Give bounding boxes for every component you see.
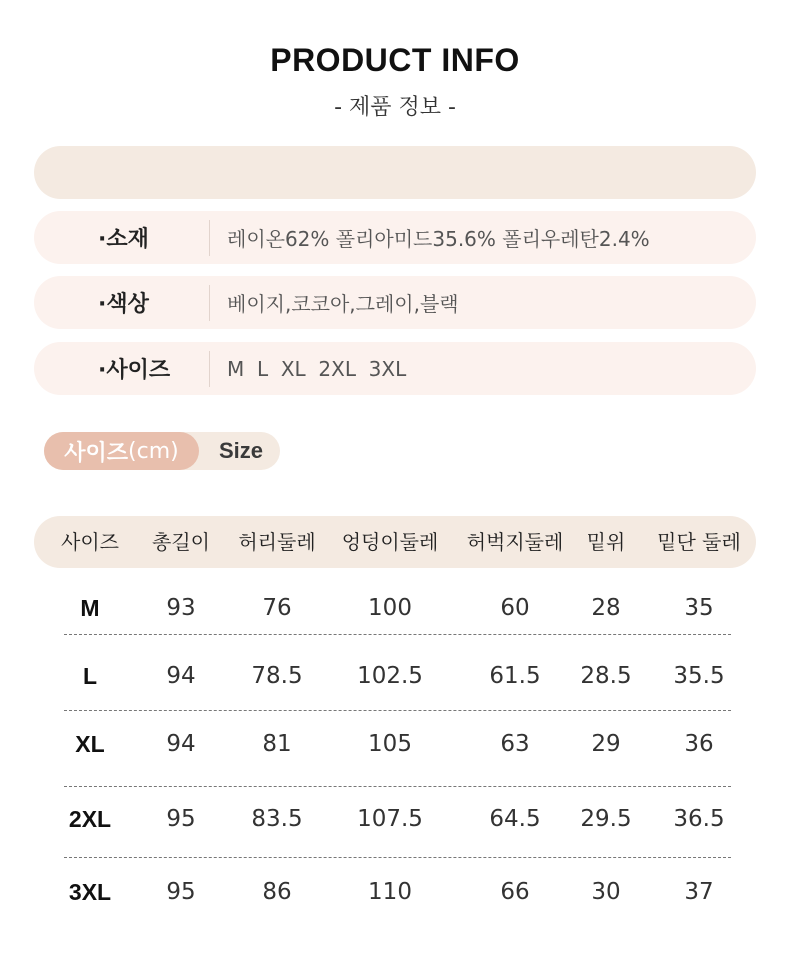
size-table-row-separator bbox=[64, 710, 731, 711]
size-table-col-header: 허리둘레 bbox=[238, 530, 316, 554]
size-table-cell: 95 bbox=[166, 806, 196, 832]
size-table-cell: 37 bbox=[684, 879, 714, 905]
size-table-cell: 86 bbox=[262, 879, 292, 905]
info-value-size: M L XL 2XL 3XL bbox=[227, 356, 407, 381]
size-table-cell: 76 bbox=[262, 595, 292, 621]
size-table-cell: 63 bbox=[500, 731, 530, 757]
size-table-col-header: 밑위 bbox=[586, 530, 626, 554]
size-table-cell: 66 bbox=[500, 879, 530, 905]
info-banner bbox=[34, 146, 756, 199]
size-table-row-separator bbox=[64, 786, 731, 787]
size-table-cell: 28.5 bbox=[580, 663, 632, 689]
size-table-row-label: M bbox=[80, 595, 100, 621]
size-table-cell: 35 bbox=[684, 595, 714, 621]
size-table-row-separator bbox=[64, 857, 731, 858]
info-value-material: 레이온62% 폴리아미드35.6% 폴리우레탄2.4% bbox=[227, 227, 650, 251]
size-table-cell: 60 bbox=[500, 595, 530, 621]
size-table-cell: 102.5 bbox=[357, 663, 423, 689]
size-unit-size-tab[interactable]: Size bbox=[218, 438, 264, 463]
size-table-cell: 64.5 bbox=[489, 806, 541, 832]
size-table-cell: 83.5 bbox=[251, 806, 303, 832]
size-table-cell: 36 bbox=[684, 731, 714, 757]
size-table-cell: 61.5 bbox=[489, 663, 541, 689]
info-row-size bbox=[34, 342, 756, 395]
size-table-cell: 36.5 bbox=[673, 806, 725, 832]
page-subtitle: - 제품 정보 - bbox=[334, 95, 456, 120]
size-unit-cm-unit: (cm) bbox=[128, 438, 179, 464]
page-title: PRODUCT INFO bbox=[270, 42, 520, 78]
size-table-cell: 94 bbox=[166, 663, 196, 689]
size-unit-cm-label: 사이즈 bbox=[64, 440, 129, 466]
size-table-cell: 105 bbox=[368, 731, 412, 757]
size-table-col-header: 사이즈 bbox=[61, 530, 119, 554]
size-unit-toggle[interactable] bbox=[44, 432, 280, 470]
size-table-cell: 110 bbox=[368, 879, 412, 905]
size-table-col-header: 총길이 bbox=[152, 530, 210, 554]
size-table-cell: 29 bbox=[591, 731, 621, 757]
info-label-color: ·색상 bbox=[98, 292, 149, 317]
size-table-cell: 95 bbox=[166, 879, 196, 905]
size-table-row-label: 3XL bbox=[68, 879, 112, 905]
size-table-cell: 94 bbox=[166, 731, 196, 757]
size-table-row-separator bbox=[64, 634, 731, 635]
size-table-row-label: 2XL bbox=[68, 806, 112, 832]
size-table-col-header: 엉덩이둘레 bbox=[341, 530, 439, 554]
info-label-size: ·사이즈 bbox=[98, 358, 171, 383]
size-table-cell: 81 bbox=[262, 731, 292, 757]
info-row-color bbox=[34, 276, 756, 329]
size-table-cell: 78.5 bbox=[251, 663, 303, 689]
size-table-cell: 29.5 bbox=[580, 806, 632, 832]
size-table-cell: 35.5 bbox=[673, 663, 725, 689]
size-unit-cm-tab[interactable] bbox=[44, 432, 199, 470]
size-table-col-header: 허벅지둘레 bbox=[466, 530, 564, 554]
info-row-material bbox=[34, 211, 756, 264]
size-table-cell: 93 bbox=[166, 595, 196, 621]
size-table-cell: 28 bbox=[591, 595, 621, 621]
size-table-row-label: L bbox=[82, 663, 98, 689]
size-table-cell: 100 bbox=[368, 595, 412, 621]
size-table-row-label: XL bbox=[75, 731, 105, 757]
size-table-cell: 30 bbox=[591, 879, 621, 905]
info-label-material: ·소재 bbox=[98, 227, 149, 252]
info-value-color: 베이지,코코아,그레이,블랙 bbox=[227, 292, 459, 316]
size-table-col-header: 밑단 둘레 bbox=[657, 530, 741, 554]
size-table-cell: 107.5 bbox=[357, 806, 423, 832]
